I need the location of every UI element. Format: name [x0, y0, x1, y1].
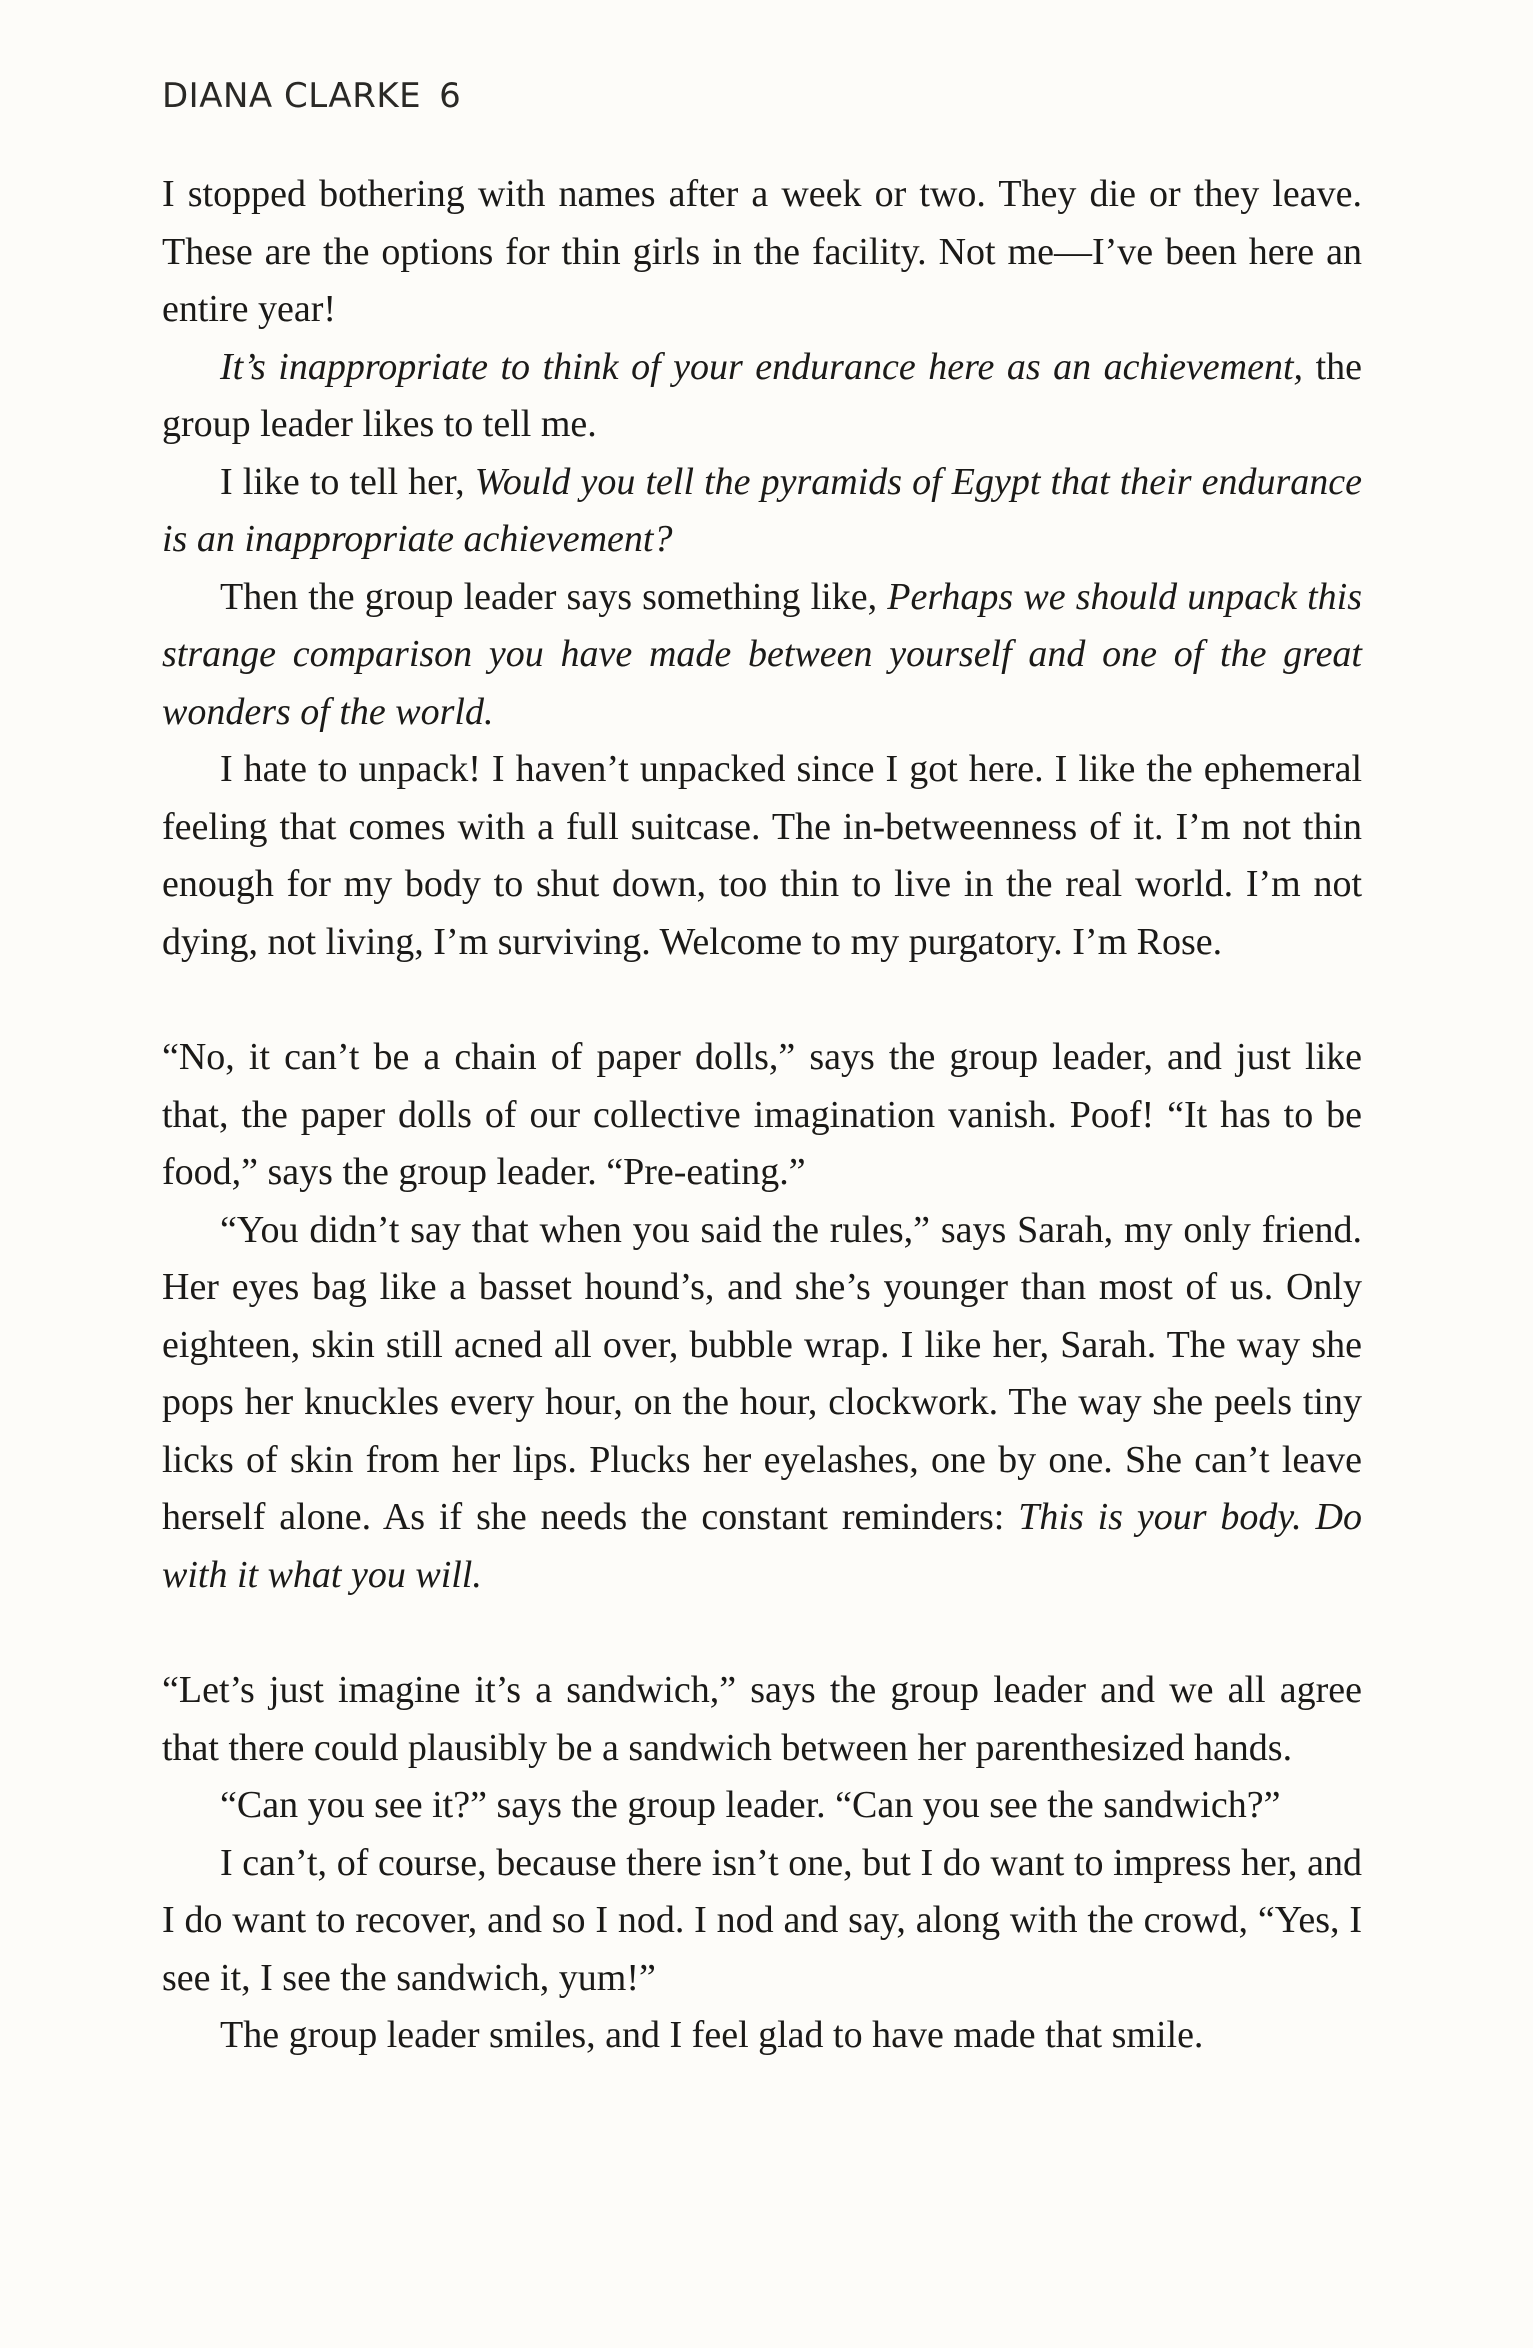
- text-run: I hate to unpack! I haven’t unpacked since I got here. I like the ephemeral feeling that comes with a full suitcase. The in-betweenness of it. I’m not thin enough for my body to shut down, too thin to live in the real world. I’m not dying, not living, I’m surviving. Welcome to my purgatory. I’m Rose.: [162, 748, 1362, 963]
- italic-text: Perhaps we should unpack this strange comparison you have made between yourself and one of the great wonders of the world.: [162, 575, 1362, 733]
- text-run: The group leader smiles, and I feel glad to have made that smile.: [220, 2014, 1204, 2056]
- paragraph: [162, 1202, 1362, 1605]
- paragraph: [162, 339, 1362, 454]
- running-header: [162, 76, 461, 116]
- italic-text: It’s inappropriate to think of your endurance here as an achievement,: [220, 345, 1304, 388]
- text-run: “You didn’t say that when you said the rules,” says Sarah, my only friend. Her eyes bag like a basset hound’s, and she’s younger than most of us. Only eighteen, skin still acned all over, bubble wrap. I like her, Sarah. The way she pops her knuckles every hour, on the hour, clockwork. The way she peels tiny licks of skin from her lips. Plucks her eyelashes, one by one. She can’t leave herself alone. As if she needs the constant reminders:: [162, 1208, 1362, 1538]
- italic-text: This is your body. Do with it what you will.: [162, 1496, 1362, 1596]
- text-run: “Let’s just imagine it’s a sandwich,” says the group leader and we all agree that there could plausibly be a sandwich between her parenthesized hands.: [162, 1669, 1362, 1769]
- section-break: [162, 971, 1362, 1029]
- paragraph: [162, 1662, 1362, 1777]
- paragraph: [162, 1835, 1362, 2008]
- text-run: I like to tell her,: [220, 460, 475, 503]
- text-run: the group leader likes to tell me.: [162, 345, 1362, 445]
- paragraph: [162, 166, 1362, 339]
- paragraph: [162, 454, 1362, 569]
- text-run: “No, it can’t be a chain of paper dolls,” says the group leader, and just like that, the paper dolls of our collective imagination vanish. Poof! “It has to be food,” says the group leader. “Pre-eating.”: [162, 1036, 1362, 1193]
- header-author: DIANA CLARKE: [162, 76, 422, 116]
- text-run: I stopped bothering with names after a week or two. They die or they leave. These are the options for thin girls in the facility. Not me—I’ve been here an entire year!: [162, 173, 1362, 330]
- paragraph: [162, 569, 1362, 742]
- text-run: “Can you see it?” says the group leader. “Can you see the sandwich?”: [220, 1784, 1281, 1826]
- italic-text: Would you tell the pyramids of Egypt that their endurance is an inappropriate achievement?: [162, 460, 1362, 560]
- paragraph: [162, 2007, 1362, 2065]
- page-number: 6: [439, 76, 462, 116]
- body-text: [162, 166, 1362, 2065]
- text-run: Then the group leader says something like,: [220, 575, 888, 618]
- section-break: [162, 1604, 1362, 1662]
- paragraph: [162, 1777, 1362, 1835]
- paragraph: [162, 741, 1362, 971]
- text-run: I can’t, of course, because there isn’t one, but I do want to impress her, and I do want to recover, and so I nod. I nod and say, along with the crowd, “Yes, I see it, I see the sandwich, yum!”: [162, 1841, 1362, 1999]
- paragraph: [162, 1029, 1362, 1202]
